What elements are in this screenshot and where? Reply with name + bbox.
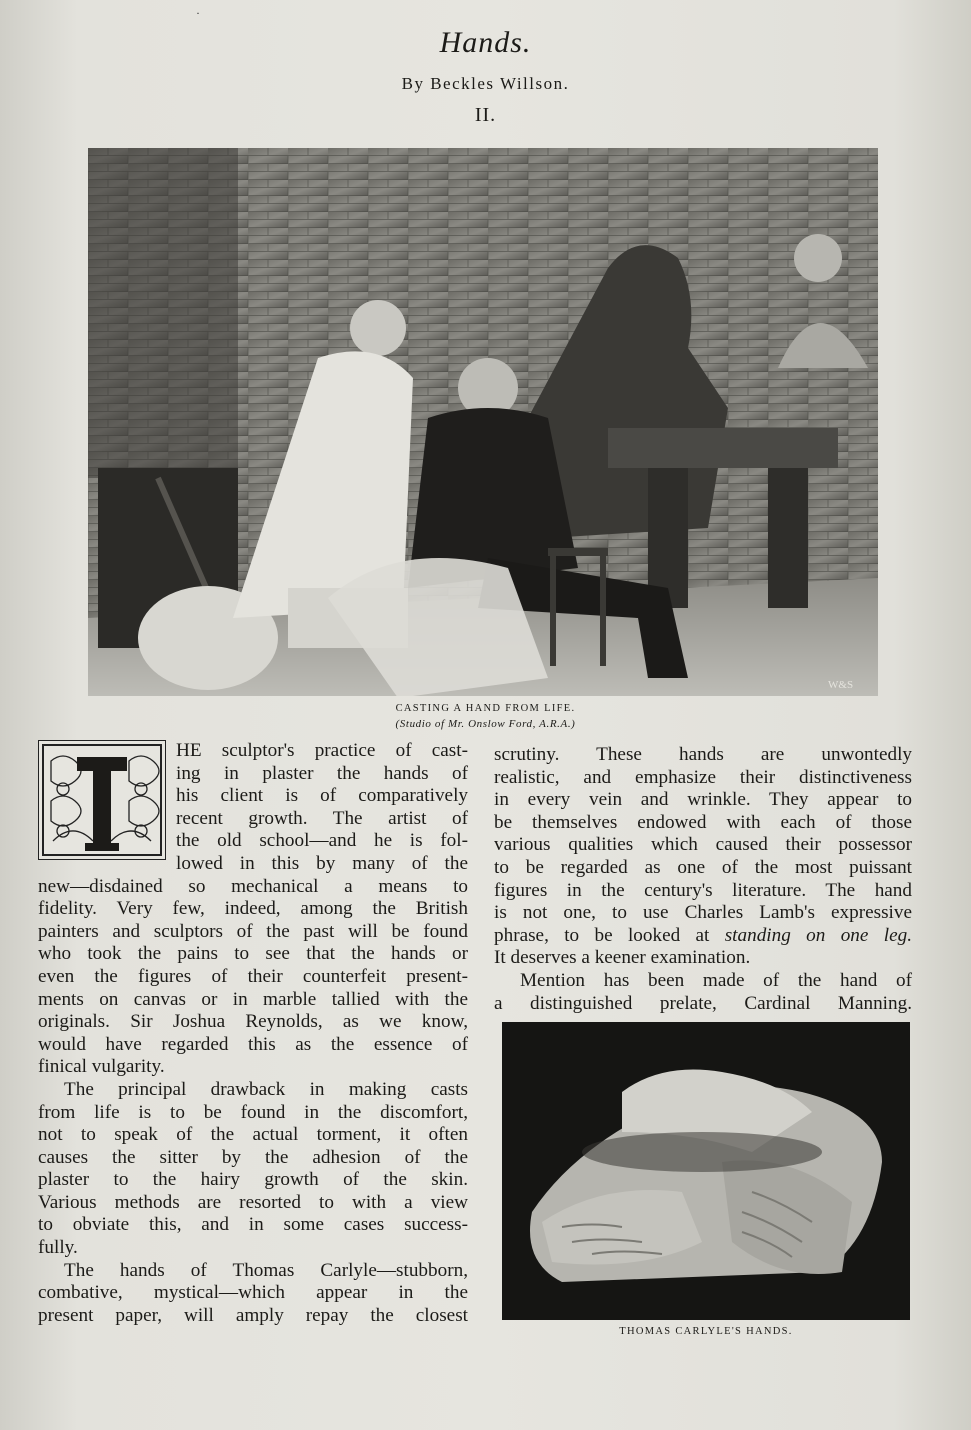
text-line: present paper, will amply repay the closest <box>38 1304 468 1326</box>
text-line: originals. Sir Joshua Reynolds, as we know, <box>38 1011 468 1033</box>
text-line: to be regarded as one of the most puissant <box>494 856 912 878</box>
text-column-right <box>494 744 912 1015</box>
text-line: ing in plaster the hands of <box>176 762 468 784</box>
photo-carlyle-hands <box>502 1022 910 1320</box>
text-line: not to speak of the actual torment, it often <box>38 1124 468 1146</box>
paragraph-mention <box>494 970 912 1015</box>
text-line <box>494 925 912 948</box>
photo-carlyle-hands-image <box>502 1022 910 1320</box>
text-line: The principal drawback in making casts <box>64 1078 468 1100</box>
article-part-number: II. <box>474 104 497 126</box>
text-line: HE sculptor's practice of cast- <box>176 740 468 761</box>
text-line: various qualities which caused their possessor <box>494 834 912 856</box>
article-title: Hands. <box>439 26 532 59</box>
paragraph-2 <box>38 1079 468 1260</box>
text-line: a distinguished prelate, Cardinal Manning. <box>494 992 912 1014</box>
print-speck: · <box>196 6 200 20</box>
text-line: ments on canvas or in marble tallied with the <box>38 988 468 1010</box>
dropcap-ornament <box>38 740 166 860</box>
dropcap-letter: T <box>101 811 103 812</box>
photo-subcaption: (Studio of Mr. Onslow Ford, A.R.A.) <box>395 718 576 730</box>
text-line: fully. <box>38 1237 78 1259</box>
text-line: be themselves endowed with each of those <box>494 811 912 833</box>
text-column-left <box>38 740 468 1327</box>
text-line: even the figures of their counterfeit present- <box>38 965 468 987</box>
text-line: to obviate this, and in some cases success- <box>38 1214 468 1236</box>
text-line: new—disdained so mechanical a means to <box>38 875 468 897</box>
text-line: It deserves a keener examination. <box>494 947 751 969</box>
text-line: is not one, to use Charles Lamb's expressive <box>494 902 912 924</box>
text-line: causes the sitter by the adhesion of the <box>38 1146 468 1168</box>
text-line: the old school—and he is fol- <box>176 830 468 852</box>
text-line: would have regarded this as the essence of <box>38 1033 468 1055</box>
photo-casting-hand <box>88 148 878 696</box>
decorative-initial-icon <box>39 741 165 859</box>
text-line: finical vulgarity. <box>38 1056 165 1078</box>
photo-casting-hand-image <box>88 148 878 696</box>
article-byline: By Beckles Willson. <box>401 74 570 93</box>
text-line: The hands of Thomas Carlyle—stubborn, <box>64 1259 468 1281</box>
text-line: realistic, and emphasize their distinctiveness <box>494 766 912 788</box>
text-line: figures in the century's literature. The hand <box>494 879 912 901</box>
text-line: in every vein and wrinkle. They appear to <box>494 789 912 811</box>
text-line: painters and sculptors of the past will be found <box>38 920 468 942</box>
paragraph-continued <box>494 744 912 925</box>
text-line: from life is to be found in the discomfort, <box>38 1101 468 1123</box>
text-line: recent growth. The artist of <box>176 807 468 829</box>
photo-signature: W&S <box>828 679 854 691</box>
paragraph-3 <box>38 1260 468 1328</box>
photo-caption-hands: THOMAS CARLYLE'S HANDS. <box>619 1326 793 1337</box>
italic-phrase: standing on one leg. <box>724 924 912 946</box>
text-line: scrutiny. These hands are unwontedly <box>494 744 912 765</box>
text-line-part: phrase, to be looked at <box>494 924 725 946</box>
text-line: lowed in this by many of the <box>176 852 468 874</box>
photo-caption: CASTING A HAND FROM LIFE. <box>395 703 576 714</box>
text-line: Various methods are resorted to with a view <box>38 1191 468 1213</box>
text-line: Mention has been made of the hand of <box>520 969 912 991</box>
text-line: his client is of comparatively <box>176 785 468 807</box>
text-line: who took the pains to see that the hands or <box>38 943 468 965</box>
text-line: fidelity. Very few, indeed, among the British <box>38 898 468 920</box>
text-line: combative, mystical—which appear in the <box>38 1282 468 1304</box>
text-line: plaster to the hairy growth of the skin. <box>38 1169 468 1191</box>
